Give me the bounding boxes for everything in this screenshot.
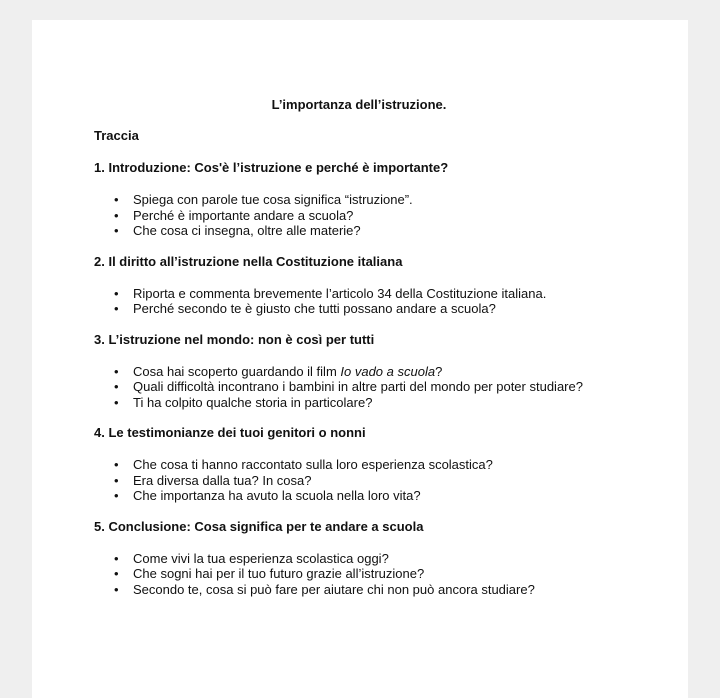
question-list [94,457,654,504]
list-item-text-suffix: ? [435,363,443,379]
film-title: Io vado a scuola [340,363,436,379]
bullet-icon: • [114,363,119,379]
list-item [114,285,654,302]
list-item-text: Era diversa dalla tua? In cosa? [133,472,312,488]
list-item [114,363,654,380]
list-item [114,301,654,317]
section-testimonianze [94,425,654,504]
list-item-text: Ti ha colpito qualche storia in particolare? [133,394,373,410]
list-item-text: Quali difficoltà incontrano i bambini in altre parti del mondo per poter studiare? [133,379,583,394]
section-heading: 2. Il diritto all’istruzione nella Costituzione italiana [94,253,403,269]
section-mondo [94,332,654,411]
list-item [114,379,654,395]
list-item [114,566,654,582]
document-subtitle: Traccia [94,128,139,143]
bullet-icon: • [114,301,119,316]
list-item-text: Spiega con parole tue cosa significa “istruzione”. [133,192,413,207]
list-item [114,394,654,411]
document-content [94,97,654,612]
bullet-icon: • [114,394,119,410]
section-heading: 1. Introduzione: Cos'è l’istruzione e perché è importante? [94,160,449,175]
list-item-text: Che sogni hai per il tuo futuro grazie all’istruzione? [133,566,425,581]
list-item-text: Secondo te, cosa si può fare per aiutare chi non può ancora studiare? [133,581,535,597]
list-item-text: Che cosa ti hanno raccontato sulla loro esperienza scolastica? [133,457,493,472]
question-list [94,286,654,317]
bullet-icon: • [114,566,119,581]
list-item-text: Che importanza ha avuto la scuola nella loro vita? [133,488,421,503]
list-item-text: Perché è importante andare a scuola? [133,207,354,223]
bullet-icon: • [114,472,119,488]
list-item-text: Perché secondo te è giusto che tutti possano andare a scuola? [133,301,496,316]
section-heading: 3. L’istruzione nel mondo: non è così per tutti [94,331,375,347]
list-item [114,472,654,489]
bullet-icon: • [114,192,119,207]
document-title: L’importanza dell’istruzione. [271,97,447,112]
list-item [114,223,654,239]
section-heading: 5. Conclusione: Cosa significa per te andare a scuola [94,518,424,534]
bullet-icon: • [114,285,119,301]
list-item [114,550,654,567]
bullet-icon: • [114,488,119,503]
bullet-icon: • [114,550,119,566]
question-list [94,364,654,411]
list-item [114,457,654,473]
list-item-text: Riporta e commenta brevemente l’articolo 34 della Costituzione italiana. [133,285,547,301]
bullet-icon: • [114,581,119,597]
list-item [114,207,654,224]
bullet-icon: • [114,207,119,223]
list-item [114,581,654,598]
list-item-text-prefix: Cosa hai scoperto guardando il film [133,363,341,379]
list-item [114,192,654,208]
question-list [94,551,654,598]
section-introduzione [94,160,654,239]
list-item-text: Come vivi la tua esperienza scolastica oggi? [133,550,389,566]
section-diritto [94,254,654,317]
section-heading: 4. Le testimonianze dei tuoi genitori o nonni [94,425,366,440]
bullet-icon: • [114,223,119,238]
list-item-text: Che cosa ci insegna, oltre alle materie? [133,223,361,238]
question-list [94,192,654,239]
section-conclusione [94,519,654,598]
document-page [32,20,688,698]
bullet-icon: • [114,457,119,472]
bullet-icon: • [114,379,119,394]
list-item [114,488,654,504]
